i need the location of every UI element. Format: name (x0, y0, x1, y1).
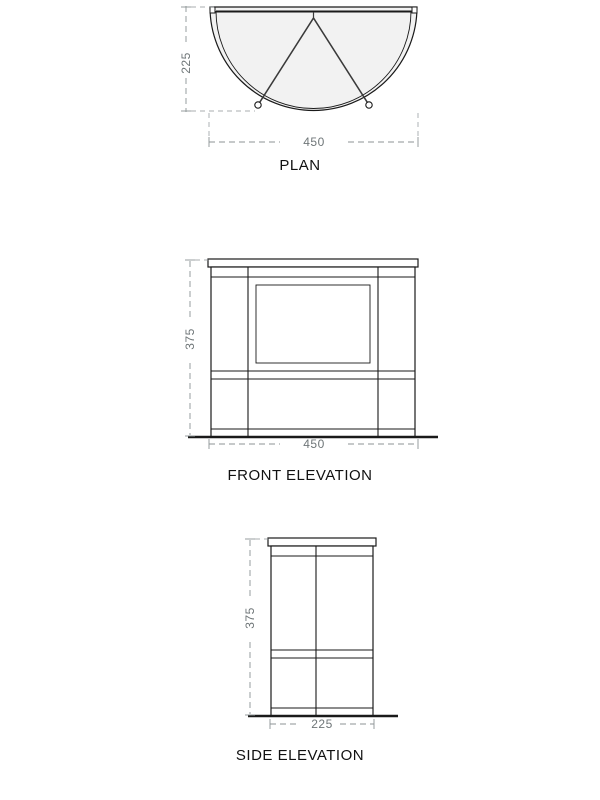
side-elevation-view (0, 525, 600, 780)
side-elevation-drawing (0, 525, 600, 780)
front-tabletop (208, 259, 418, 267)
plan-width-value: 450 (303, 135, 325, 149)
plan-leg-left (255, 102, 261, 108)
plan-view (0, 0, 600, 185)
side-carcass-outline (271, 546, 373, 716)
plan-leg-back-right (412, 7, 417, 13)
plan-caption: PLAN (279, 157, 321, 174)
side-tabletop (268, 538, 376, 546)
side-elevation-caption: SIDE ELEVATION (235, 747, 365, 764)
front-elevation-caption: FRONT ELEVATION (227, 467, 373, 484)
front-carcass-outline (211, 267, 415, 437)
side-depth-value: 225 (311, 717, 333, 731)
plan-tabletop-outline (210, 7, 417, 110)
plan-leg-right (366, 102, 372, 108)
front-height-value: 375 (183, 328, 197, 350)
front-width-value: 450 (303, 437, 325, 451)
plan-leg-back-left (210, 7, 215, 13)
side-height-value: 375 (243, 607, 257, 629)
plan-depth-value: 225 (179, 52, 193, 74)
front-elevation-view (0, 245, 600, 495)
front-elevation-drawing (0, 245, 600, 495)
